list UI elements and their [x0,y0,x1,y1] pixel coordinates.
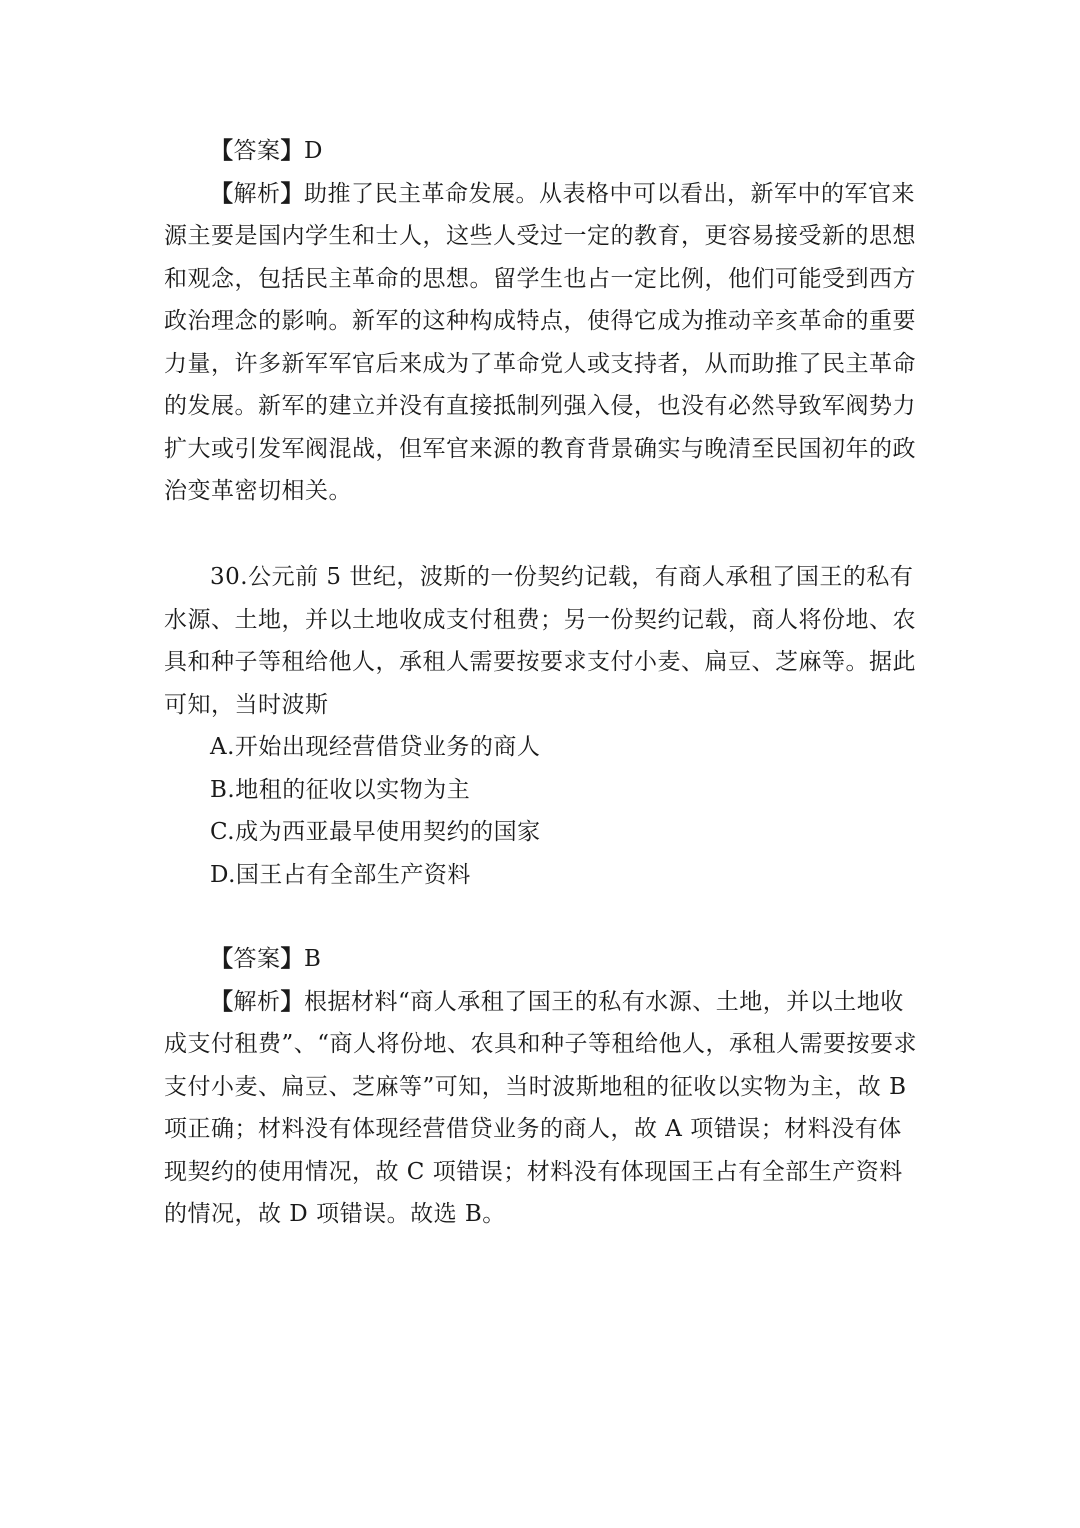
analysis-text: 助推了民主革命发展。从表格中可以看出，新军中的军官来源主要是国内学生和士人，这些人受过一定的教育，更容易接受新的思想和观念，包括民主革命的思想。留学生也占一定比例，他们可能受到西方政治理念的影响。新军的这种构成特点，使得它成为推动辛亥革命的重要力量，许多新军军官后来成为了革命党人或支持者，从而助推了民主革命的发展。新军的建立并没有直接抵制列强入侵，也没有必然导致军阀势力扩大或引发军阀混战，但军官来源的教育背景确实与晚清至民国初年的政治变革密切相关。 [164,180,916,504]
q30-question-section [164,556,920,896]
answer-value: B [304,946,322,972]
answer-label: 答案 [233,138,281,164]
q30-option-c: C.成为西亚最早使用契约的国家 [210,819,541,845]
q30-option-b: B.地租的征收以实物为主 [210,776,471,803]
q29-analysis-paragraph [164,173,920,513]
q30-option-a: A.开始出现经营借贷业务的商人 [210,734,541,760]
answer-bracket-close: 】 [280,945,304,972]
analysis-bracket-close: 】 [280,987,304,1015]
q30-analysis-paragraph [164,981,920,1236]
analysis-bracket-open: 【 [210,987,234,1015]
answer-label: 答案 [233,946,281,972]
answer-bracket-open: 【 [210,945,234,972]
answer-bracket-open: 【 [210,137,234,164]
answer-bracket-close: 】 [280,137,304,164]
q30-option-d: D.国王占有全部生产资料 [210,861,471,888]
q29-answer-section [164,130,920,513]
analysis-text: 根据材料“商人承租了国王的私有水源、土地，并以土地收成支付租费”、“商人将份地、农具和种子等租给他人，承租人需要按要求支付小麦、扁豆、芝麻等”可知，当时波斯地租的征收以实物为主，故 B 项正确；材料没有体现经营借贷业务的商人，故 A 项错误；材料没有体现契约的使用情况，故 C 项错误；材料没有体现国王占有全部生产资料的情况，故 D 项错误。故选 B。 [164,988,918,1227]
q29-answer-line [164,130,920,173]
analysis-label: 解析 [233,988,281,1015]
q30-answer-line [164,938,920,981]
analysis-bracket-open: 【 [210,179,234,207]
q30-answer-section [164,938,920,1236]
analysis-bracket-close: 】 [280,179,304,207]
q30-stem: 30.公元前 5 世纪，波斯的一份契约记载，有商人承租了国王的私有水源、土地，并以土地收成支付租费；另一份契约记载，商人将份地、农具和种子等租给他人，承租人需要按要求支付小麦、扁豆、芝麻等。据此可知，当时波斯 [164,564,916,718]
answer-value: D [304,138,323,164]
analysis-label: 解析 [233,180,281,207]
